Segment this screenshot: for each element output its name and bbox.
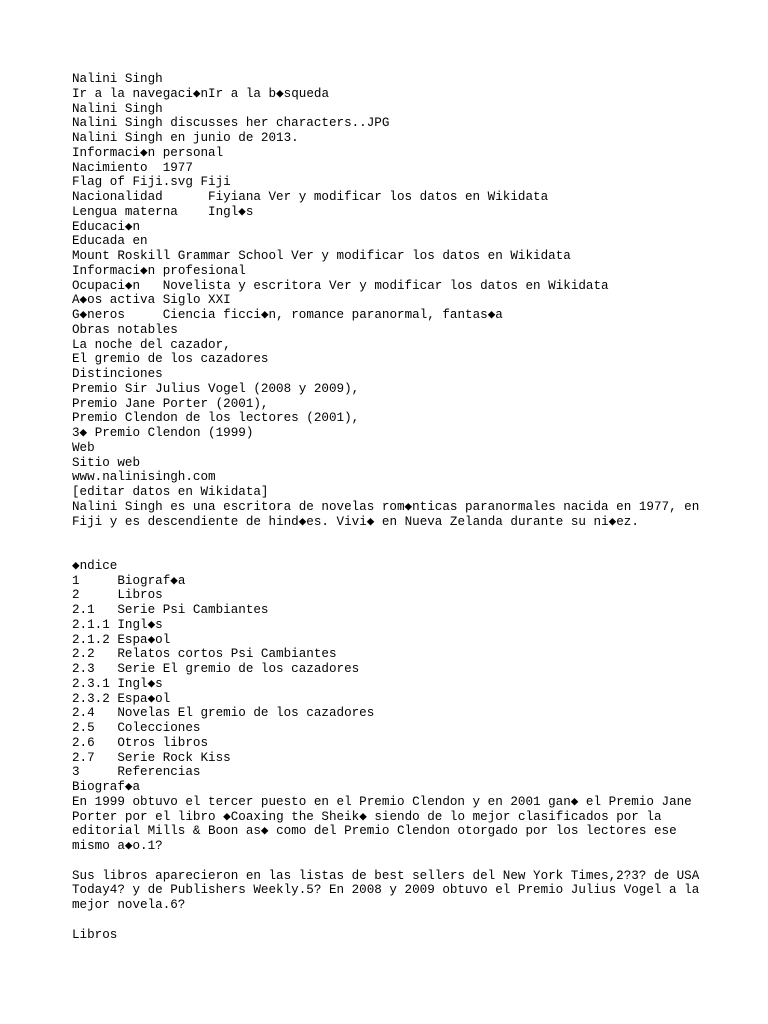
- text-line: El gremio de los cazadores: [72, 352, 269, 367]
- text-line: Informaci◆n profesional: [72, 263, 246, 278]
- text-line: Distinciones: [72, 367, 163, 381]
- text-line: Educaci◆n: [72, 219, 141, 234]
- text-line: A◆os activa Siglo XXI: [72, 293, 231, 308]
- text-line: ◆ndice: [72, 558, 118, 573]
- text-line: Porter por el libro ◆Coaxing the Sheik◆ siendo de lo mejor clasificados por la: [72, 809, 662, 824]
- text-line: Nalini Singh discusses her characters..JPG: [72, 116, 390, 131]
- text-line: Ir a la navegaci◆nIr a la b◆squeda: [72, 86, 330, 101]
- text-line: 2.3.1 Ingl◆s: [72, 676, 163, 691]
- document-text-body: [72, 72, 712, 942]
- text-line: mismo a◆o.1?: [72, 839, 163, 853]
- text-line: En 1999 obtuvo el tercer puesto en el Premio Clendon y en 2001 gan◆ el Premio Jane: [72, 794, 692, 809]
- text-line: Mount Roskill Grammar School Ver y modificar los datos en Wikidata: [72, 249, 571, 263]
- text-line: Nalini Singh es una escritora de novelas rom◆nticas paranormales nacida en 1977, en: [72, 499, 700, 514]
- blank-line: [72, 544, 712, 559]
- text-line: 2.7 Serie Rock Kiss: [72, 750, 231, 765]
- text-line: 2 Libros: [72, 588, 163, 603]
- text-line: G◆neros Ciencia ficci◆n, romance paranormal, fantas◆a: [72, 308, 503, 322]
- text-line: Biograf◆a: [72, 780, 141, 794]
- text-line: 2.1 Serie Psi Cambiantes: [72, 603, 269, 617]
- text-line: 1 Biograf◆a: [72, 573, 186, 588]
- text-line: 2.3.2 Espa◆ol: [72, 691, 171, 706]
- text-line: Lengua materna Ingl◆s: [72, 204, 254, 219]
- text-line: 2.5 Colecciones: [72, 721, 201, 735]
- blank-line: [72, 854, 712, 869]
- blank-line: [72, 913, 712, 928]
- text-line: 2.2 Relatos cortos Psi Cambiantes: [72, 647, 337, 662]
- text-line: Flag of Fiji.svg Fiji: [72, 175, 231, 190]
- text-line: www.nalinisingh.com: [72, 470, 216, 485]
- text-line: Educada en: [72, 234, 148, 249]
- text-line: Web: [72, 440, 95, 455]
- text-line: Premio Sir Julius Vogel (2008 y 2009),: [72, 381, 360, 396]
- text-line: 2.4 Novelas El gremio de los cazadores: [72, 706, 375, 721]
- text-line: 2.1.1 Ingl◆s: [72, 617, 163, 632]
- text-line: 2.1.2 Espa◆ol: [72, 632, 171, 647]
- text-line: mejor novela.6?: [72, 898, 186, 912]
- text-line: Libros: [72, 927, 118, 942]
- text-line: Ocupaci◆n Novelista y escritora Ver y modificar los datos en Wikidata: [72, 278, 609, 293]
- text-line: Sitio web: [72, 455, 141, 470]
- text-line: editorial Mills & Boon as◆ como del Premio Clendon otorgado por los lectores ese: [72, 824, 677, 839]
- text-line: 2.3 Serie El gremio de los cazadores: [72, 662, 360, 676]
- text-line: 2.6 Otros libros: [72, 735, 209, 750]
- text-line: Sus libros aparecieron en las listas de best sellers del New York Times,2?3? de USA: [72, 868, 700, 883]
- text-line: Today4? y de Publishers Weekly.5? En 2008 y 2009 obtuvo el Premio Julius Vogel a la: [72, 883, 700, 898]
- text-line: Fiji y es descendiente de hind◆es. Vivi◆ en Nueva Zelanda durante su ni◆ez.: [72, 514, 639, 529]
- text-line: Informaci◆n personal: [72, 145, 224, 160]
- text-line: Nacionalidad Fiyiana Ver y modificar los datos en Wikidata: [72, 190, 549, 204]
- text-line: 3 Referencias: [72, 765, 201, 780]
- text-line: 3◆ Premio Clendon (1999): [72, 426, 254, 440]
- blank-line: [72, 529, 712, 544]
- text-line: [editar datos en Wikidata]: [72, 485, 269, 499]
- text-line: Nalini Singh: [72, 101, 163, 116]
- text-line: Nalini Singh en junio de 2013.: [72, 131, 299, 145]
- text-line: Premio Clendon de los lectores (2001),: [72, 411, 360, 426]
- text-line: La noche del cazador,: [72, 337, 231, 352]
- text-line: Obras notables: [72, 322, 178, 337]
- text-line: Nalini Singh: [72, 72, 163, 86]
- text-line: Premio Jane Porter (2001),: [72, 396, 269, 411]
- text-line: Nacimiento 1977: [72, 160, 193, 175]
